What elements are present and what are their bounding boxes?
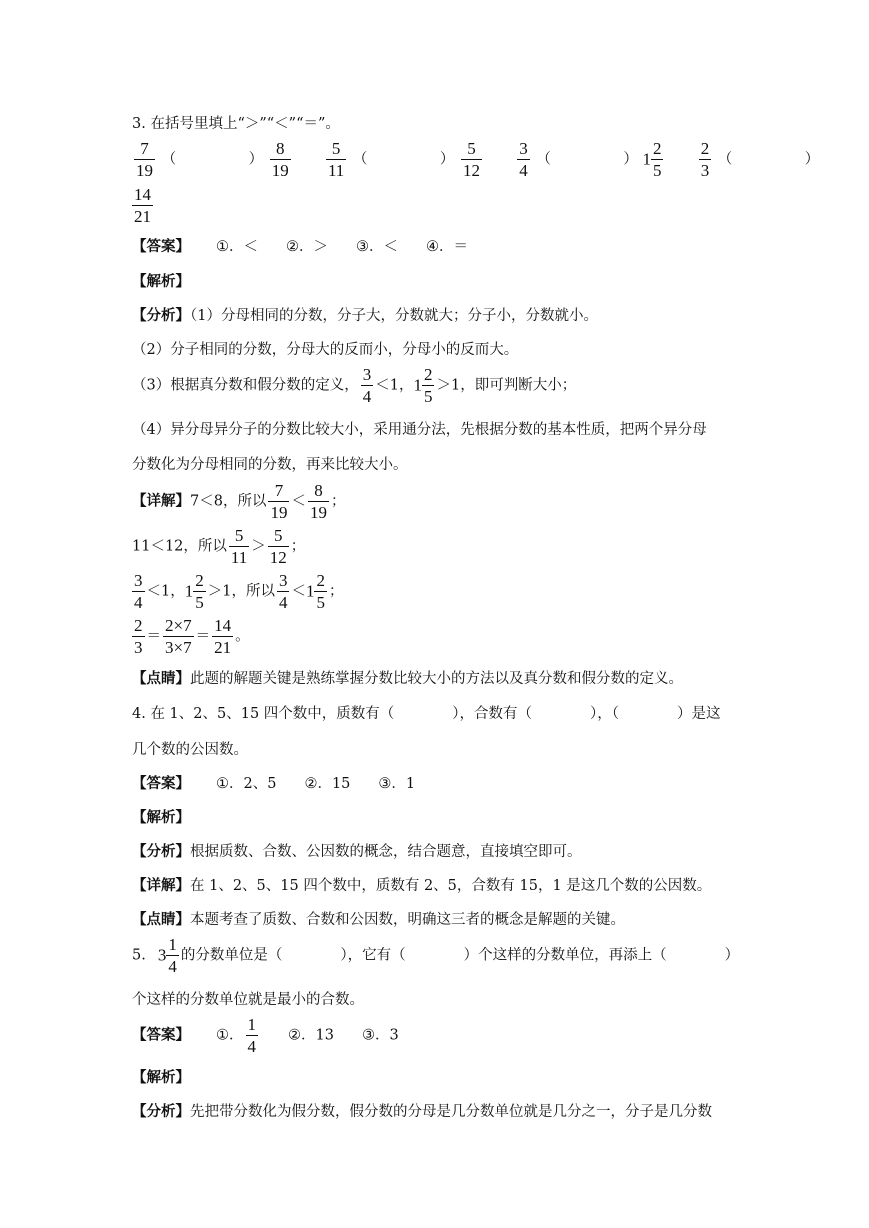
q3-jiexi-label: 【解析】: [132, 273, 190, 290]
q3-fenxi-4b: 分数化为分母相同的分数，再来比较大小。: [132, 457, 408, 473]
q3-blank-4[interactable]: （ ）: [717, 151, 820, 168]
q4-stem-b: 几个数的公因数。: [132, 742, 248, 758]
q5-jiexi-label: 【解析】: [132, 1069, 190, 1086]
q3-items-row: [132, 139, 820, 184]
q5-answer-2: ②．13: [288, 1027, 334, 1044]
q3-frac-8-19: $\frac{8}{19}$: [271, 139, 289, 180]
q4-answer-1: ①．2、5: [216, 776, 277, 792]
q3-frac-3-4: $\frac{3}{4}$: [519, 139, 528, 180]
q3-frac-2-3: $\frac{2}{3}$: [700, 139, 710, 180]
q4-xiangjie: 【详解】在 1、2、5、15 四个数中，质数有 2、5，合数有 15，1 是这几个数的公因数。: [132, 877, 712, 894]
q3-fenxi-4a: （4）异分母异分子的分数比较大小，采用通分法，先根据分数的基本性质，把两个异分母: [132, 422, 707, 438]
q3-items-row-2: [132, 186, 742, 230]
q3-blank-1[interactable]: （ ）: [161, 151, 264, 168]
q3-answer-3: ③．＜: [356, 239, 398, 255]
q3-answer-1: ①．＜: [216, 239, 258, 255]
q5-stem-a: 5. 3 $\frac{1}{4}$ 的分数单位是（ ），它有（ ）个这样的分数单位，再添上（ ）: [132, 935, 740, 976]
q3-detail-4: $\frac{2}{3}$ ＝ $\frac{2\times 7}{3\times 7}$ ＝ $\frac{14}{21}$ 。: [134, 616, 250, 657]
q4-stem-a: 4. 在 1、2、5、15 四个数中，质数有（ ），合数有（ ），（ ）是这: [132, 706, 721, 722]
q3-blank-3[interactable]: （ ）: [536, 151, 638, 168]
q4-jiexi-label: 【解析】: [132, 809, 190, 826]
q4-dianjing: 【点睛】本题考查了质数、合数和公因数，明确这三者的概念是解题的关键。: [132, 911, 625, 928]
q5-answer-1-frac: $\frac{1}{4}$: [247, 1015, 256, 1056]
q3-fenxi-1: 【分析】（1）分母相同的分数，分子大，分数就大；分子小，分数就小。: [132, 307, 598, 324]
q3-detail-1: 【详解】7＜8，所以 $\frac{7}{19}$ ＜ $\frac{8}{19}$ ；: [132, 481, 346, 522]
q3-frac-14-21: $\frac{14}{21}$: [134, 185, 151, 226]
q3-blank-2[interactable]: （ ）: [352, 151, 455, 168]
q5-answer: 【答案】 ①． $\frac{1}{4}$ ②．13 ③．3: [132, 1015, 399, 1056]
q3-frac-5-11: $\frac{5}{11}$: [327, 139, 345, 180]
q5-fenxi: 【分析】先把带分数化为假分数，假分数的分母是几分数单位就是几分之一，分子是几分数: [132, 1103, 712, 1120]
q4-answer-3: ③．1: [378, 776, 416, 792]
q3-answer-4: ④．＝: [426, 239, 468, 255]
q3-mixed-whole: 1: [642, 149, 651, 169]
q3-fenxi-3: （3）根据真分数和假分数的定义， $\frac{3}{4}$ ＜1，1 $\frac{2}{5}$ ＞1，即可判断大小；: [132, 365, 577, 406]
q3-answer-2: ②．＞: [286, 239, 328, 255]
q3-stem: 3. 在括号里填上“＞”“＜”“＝”。: [132, 116, 340, 132]
q3-frac-2-5: $\frac{2}{5}$: [652, 139, 662, 180]
q3-fenxi-2: （2）分子相同的分数，分母大的反而小，分母小的反而大。: [132, 342, 519, 358]
q4-answer-2: ②．15: [304, 776, 351, 792]
q3-frac-5-12: $\frac{5}{12}$: [463, 139, 481, 180]
q5-answer-1-label: ①．: [216, 1027, 244, 1044]
q4-answer: 【答案】 ①．2、5 ②．15 ③．1: [132, 775, 416, 792]
q5-stem-b: 个这样的分数单位就是最小的合数。: [132, 992, 364, 1008]
q5-answer-3: ③．3: [361, 1027, 399, 1044]
q3-dianjing: 【点睛】此题的解题关键是熟练掌握分数比较大小的方法以及真分数和假分数的定义。: [132, 670, 683, 687]
q3-detail-2: 11＜12，所以 $\frac{5}{11}$ ＞ $\frac{5}{12}$ ；: [132, 526, 306, 567]
q4-fenxi: 【分析】根据质数、合数、公因数的概念，结合题意，直接填空即可。: [132, 843, 582, 860]
q3-answer: 【答案】 ①．＜ ②．＞ ③．＜ ④．＝: [132, 238, 468, 255]
q3-detail-3: $\frac{3}{4}$ ＜1，1 $\frac{2}{5}$ ＞1，所以 $\frac{3}{4}$ ＜1 $\frac{2}{5}$ ；: [134, 571, 344, 612]
q3-frac-7-19: $\frac{7}{19}$: [136, 139, 153, 180]
